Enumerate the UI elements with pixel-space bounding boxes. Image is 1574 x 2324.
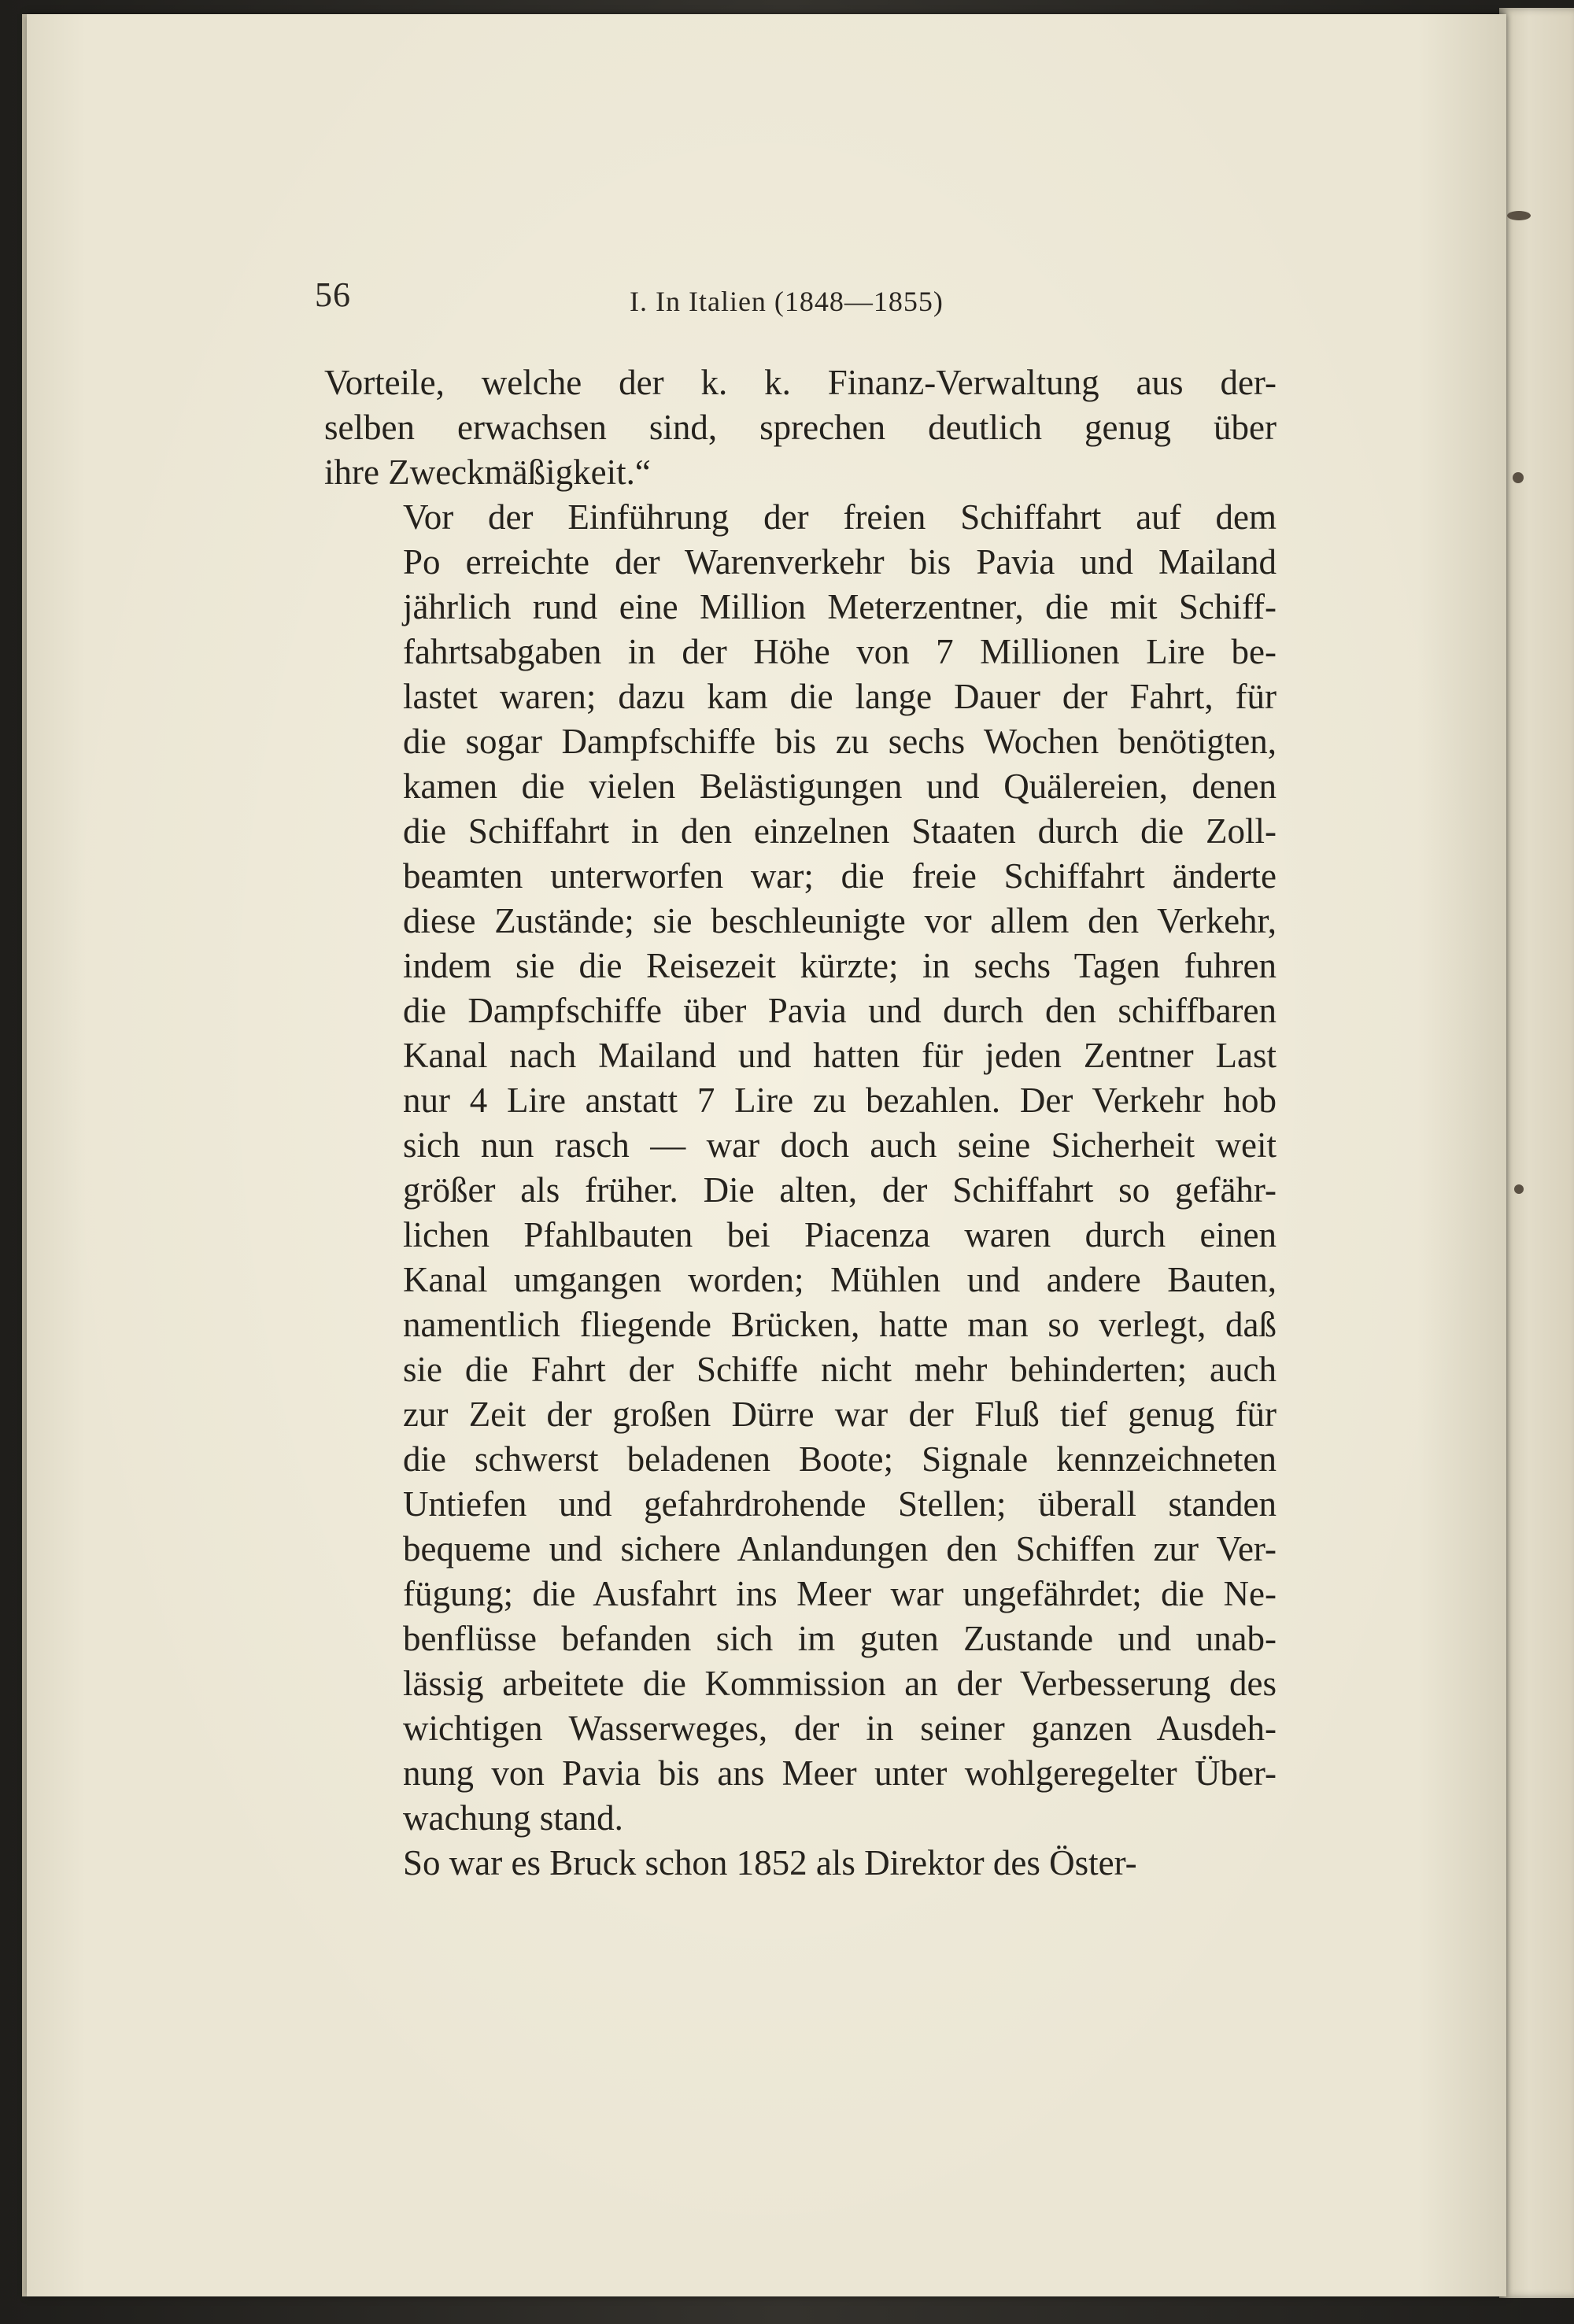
paragraph bbox=[324, 495, 1277, 1841]
text-line: diese Zustände; sie beschleunigte vor allem den Verkehr, bbox=[403, 901, 1277, 940]
text-line: Po erreichte der Warenverkehr bis Pavia und Mailand bbox=[403, 542, 1277, 582]
text-line: sie die Fahrt der Schiffe nicht mehr behinderten; auch bbox=[403, 1350, 1277, 1389]
paragraph bbox=[324, 360, 1277, 495]
text-line: So war es Bruck schon 1852 als Direktor des Öster- bbox=[403, 1843, 1137, 1882]
text-line: Kanal umgangen worden; Mühlen und andere Bauten, bbox=[403, 1260, 1277, 1299]
text-line: bequeme und sichere Anlandungen den Schiffen zur Ver- bbox=[403, 1529, 1277, 1568]
text-line: fahrtsabgaben in der Höhe von 7 Millionen Lire be- bbox=[403, 632, 1277, 671]
running-header bbox=[315, 272, 1283, 327]
text-line: indem sie die Reisezeit kürzte; in sechs Tagen fuhren bbox=[403, 946, 1277, 985]
text-line: lässig arbeitete die Kommission an der Verbesserung des bbox=[403, 1664, 1277, 1703]
text-line: größer als früher. Die alten, der Schiffahrt so gefähr- bbox=[403, 1170, 1277, 1210]
paragraph bbox=[324, 1841, 1277, 1886]
text-line: kamen die vielen Belästigungen und Quälereien, denen bbox=[403, 767, 1277, 806]
adjacent-page-edge bbox=[1499, 8, 1574, 2298]
text-line: lichen Pfahlbauten bei Piacenza waren durch einen bbox=[403, 1215, 1277, 1254]
text-line: die Schiffahrt in den einzelnen Staaten durch die Zoll- bbox=[403, 811, 1277, 851]
text-line: jährlich rund eine Million Meterzentner, die mit Schiff- bbox=[403, 587, 1277, 626]
text-line: Kanal nach Mailand und hatten für jeden Zentner Last bbox=[403, 1036, 1277, 1075]
text-line: nung von Pavia bis ans Meer unter wohlgeregelter Über- bbox=[403, 1753, 1277, 1793]
text-line: sich nun rasch — war doch auch seine Sicherheit weit bbox=[403, 1125, 1277, 1165]
text-line: benflüsse befanden sich im guten Zustande und unab- bbox=[403, 1619, 1277, 1658]
text-line: namentlich fliegende Brücken, hatte man so verlegt, daß bbox=[403, 1305, 1277, 1344]
text-line: die sogar Dampfschiffe bis zu sechs Wochen benötigten, bbox=[403, 722, 1277, 761]
text-line: fügung; die Ausfahrt ins Meer war ungefährdet; die Ne- bbox=[403, 1574, 1277, 1613]
margin-ink-mark bbox=[1514, 1184, 1524, 1194]
text-line: lastet waren; dazu kam die lange Dauer der Fahrt, für bbox=[403, 677, 1277, 716]
text-line: Vor der Einführung der freien Schiffahrt auf dem bbox=[403, 497, 1277, 537]
text-line: Vorteile, welche der k. k. Finanz-Verwaltung aus der- bbox=[324, 363, 1277, 402]
text-line: wichtigen Wasserweges, der in seiner ganzen Ausdeh- bbox=[403, 1709, 1277, 1748]
margin-ink-mark bbox=[1513, 472, 1524, 483]
text-line: Untiefen und gefahrdrohende Stellen; überall standen bbox=[403, 1484, 1277, 1524]
text-line: selben erwachsen sind, sprechen deutlich genug über bbox=[324, 408, 1277, 447]
page-number: 56 bbox=[315, 275, 351, 314]
text-line: beamten unterworfen war; die freie Schiffahrt änderte bbox=[403, 856, 1277, 896]
running-title: I. In Italien (1848—1855) bbox=[630, 286, 944, 317]
body-text bbox=[324, 360, 1277, 1886]
text-line: ihre Zweckmäßigkeit.“ bbox=[324, 453, 651, 492]
text-line: zur Zeit der großen Dürre war der Fluß tief genug für bbox=[403, 1395, 1277, 1434]
margin-ink-mark bbox=[1507, 211, 1531, 220]
text-line: wachung stand. bbox=[403, 1798, 623, 1838]
text-line: die schwerst beladenen Boote; Signale kennzeichneten bbox=[403, 1439, 1277, 1479]
text-line: die Dampfschiffe über Pavia und durch den schiffbaren bbox=[403, 991, 1277, 1030]
text-line: nur 4 Lire anstatt 7 Lire zu bezahlen. Der Verkehr hob bbox=[403, 1081, 1277, 1120]
